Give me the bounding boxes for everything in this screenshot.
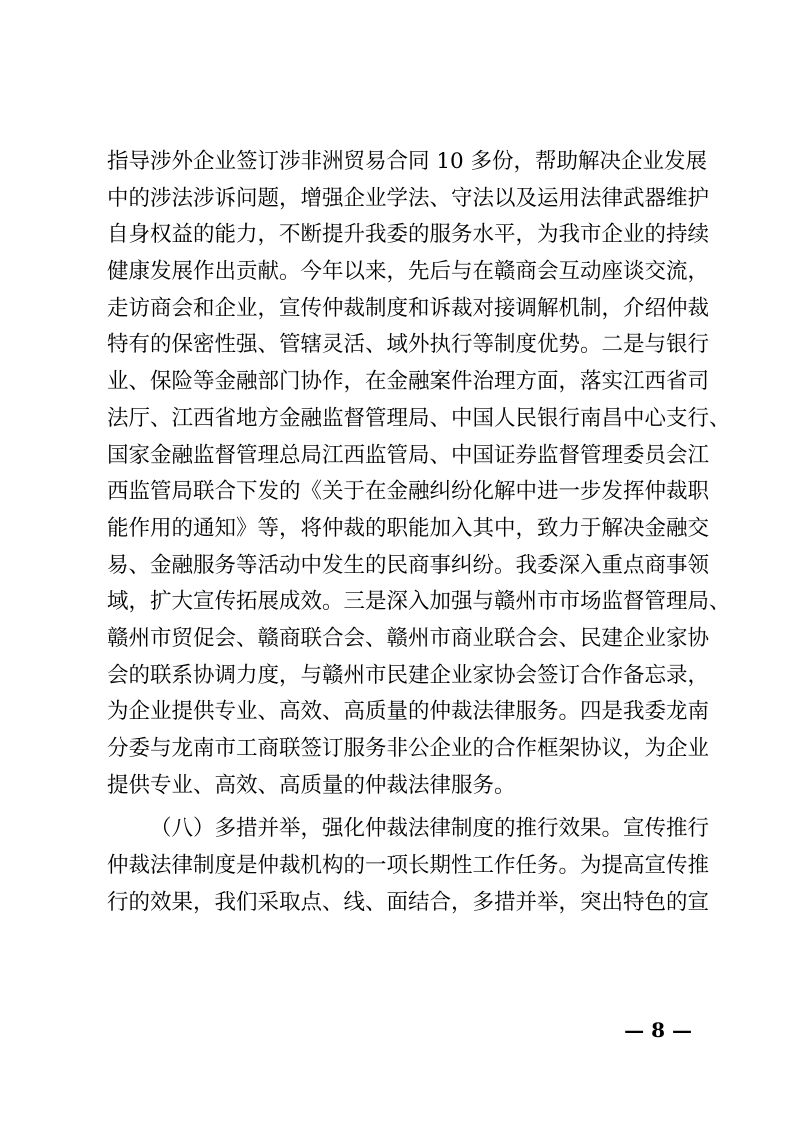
text-line: 中的涉法涉诉问题，增强企业学法、守法以及运用法律武器维护 bbox=[107, 185, 710, 211]
text-line: 赣州市贸促会、赣商联合会、赣州市商业联合会、民建企业家协 bbox=[107, 625, 710, 651]
text-line: 特有的保密性强、管辖灵活、域外执行等制度优势。二是与银行 bbox=[107, 332, 710, 358]
document-body bbox=[107, 144, 731, 921]
paragraph-gap bbox=[107, 804, 692, 811]
text-line: 为企业提供专业、高效、高质量的仲裁法律服务。四是我委龙南 bbox=[107, 699, 710, 725]
text-line: 自身权益的能力，不断提升我委的服务水平，为我市企业的持续 bbox=[107, 222, 710, 248]
text-line: 健康发展作出贡献。今年以来，先后与在赣商会互动座谈交流， bbox=[107, 259, 710, 285]
text-line: 提供专业、高效、高质量的仲裁法律服务。 bbox=[107, 772, 516, 798]
text-line: 行的效果，我们采取点、线、面结合，多措并举，突出特色的宣 bbox=[107, 889, 710, 915]
text-line: 国家金融监督管理总局江西监管局、中国证券监督管理委员会江 bbox=[107, 442, 710, 468]
text-line: 域，扩大宣传拓展成效。三是深入加强与赣州市市场监督管理局、 bbox=[107, 589, 731, 615]
text-line: 走访商会和企业，宣传仲裁制度和诉裁对接调解机制，介绍仲裁 bbox=[107, 295, 710, 321]
page-number: — 8 — bbox=[624, 1018, 692, 1042]
text-line: 易、金融服务等活动中发生的民商事纠纷。我委深入重点商事领 bbox=[107, 552, 710, 578]
text-line: 指导涉外企业签订涉非洲贸易合同 10 多份，帮助解决企业发展 bbox=[107, 149, 708, 174]
text-line: 西监管局联合下发的《关于在金融纠纷化解中进一步发挥仲裁职 bbox=[107, 479, 710, 505]
section-heading-line: （八）多措并举，强化仲裁法律制度的推行效果。宣传推行 bbox=[150, 816, 710, 842]
text-line: 仲裁法律制度是仲裁机构的一项长期性工作任务。为提高宣传推 bbox=[107, 853, 710, 879]
text-line: 业、保险等金融部门协作，在金融案件治理方面，落实江西省司 bbox=[107, 369, 710, 395]
text-line: 能作用的通知》等，将仲裁的职能加入其中，致力于解决金融交 bbox=[107, 515, 710, 541]
text-line: 法厅、江西省地方金融监督管理局、中国人民银行南昌中心支行、 bbox=[107, 405, 731, 431]
text-line: 分委与龙南市工商联签订服务非公企业的合作框架协议，为企业 bbox=[107, 736, 710, 761]
text-line: 会的联系协调力度，与赣州市民建企业家协会签订合作备忘录， bbox=[107, 662, 710, 688]
paragraph bbox=[107, 811, 710, 921]
paragraph bbox=[107, 144, 731, 804]
